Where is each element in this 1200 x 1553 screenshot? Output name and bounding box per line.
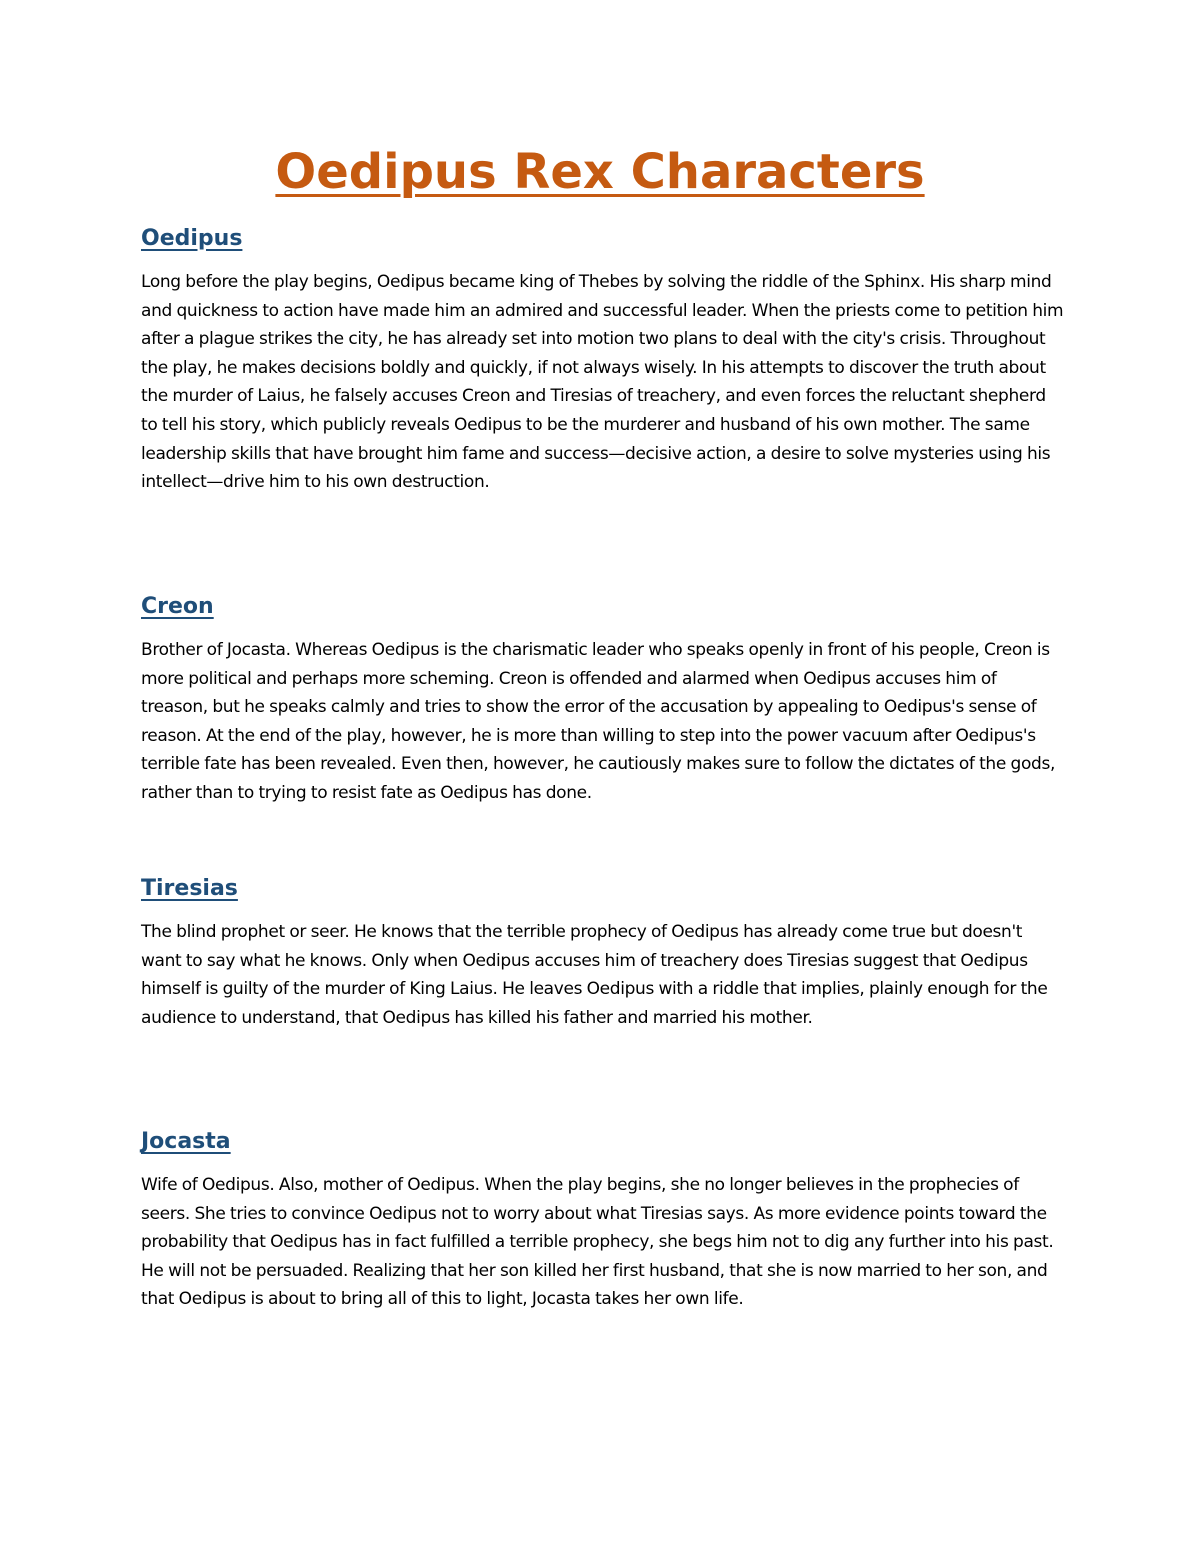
section-oedipus [141,222,1066,497]
section-tiresias [141,872,1066,1032]
section-body-oedipus: Long before the play begins, Oedipus became king of Thebes by solving the riddle of the Sphinx. His sharp mind and quickness to action have made him an admired and successful leader. When the priests come to petition him after a plague strikes the city, he has already set into motion two plans to deal with the city's crisis. Throughout the play, he makes decisions boldly and quickly, if not always wisely. In his attempts to discover the truth about the murder of Laius, he falsely accuses Creon and Tiresias of treachery, and even forces the reluctant shepherd to tell his story, which publicly reveals Oedipus to be the murderer and husband of his own mother. The same leadership skills that have brought him fame and success—decisive action, a desire to solve mysteries using his intellect—drive him to his own destruction. [141,272,1064,493]
document-title: Oedipus Rex Characters [275,144,925,200]
section-heading-oedipus: Oedipus [141,226,243,251]
section-body-creon: Brother of Jocasta. Whereas Oedipus is the charismatic leader who speaks openly in front of his people, Creon is more political and perhaps more scheming. Creon is offended and alarmed when Oedipus accuses him of treason, but he speaks calmly and tries to show the error of the accusation by appealing to Oedipus's sense of reason. At the end of the play, however, he is more than willing to step into the power vacuum after Oedipus's terrible fate has been revealed. Even then, however, he cautiously makes sure to follow the dictates of the gods, rather than to trying to resist fate as Oedipus has done. [141,640,1056,803]
section-jocasta [141,1125,1066,1314]
section-creon [141,590,1066,808]
section-heading-jocasta: Jocasta [141,1129,231,1154]
section-heading-creon: Creon [141,594,214,619]
section-body-tiresias: The blind prophet or seer. He knows that the terrible prophecy of Oedipus has already come true but doesn't want to say what he knows. Only when Oedipus accuses him of treachery does Tiresias suggest that Oedipus himself is guilty of the murder of King Laius. He leaves Oedipus with a riddle that implies, plainly enough for the audience to understand, that Oedipus has killed his father and married his mother. [141,922,1048,1028]
section-heading-tiresias: Tiresias [141,876,238,901]
section-body-jocasta: Wife of Oedipus. Also, mother of Oedipus. When the play begins, she no longer believes in the prophecies of seers. She tries to convince Oedipus not to worry about what Tiresias says. As more evidence points toward the probability that Oedipus has in fact fulfilled a terrible prophecy, she begs him not to dig any further into his past. He will not be persuaded. Realizing that her son killed her first husband, that she is now married to her son, and that Oedipus is about to bring all of this to light, Jocasta takes her own life. [141,1175,1054,1310]
